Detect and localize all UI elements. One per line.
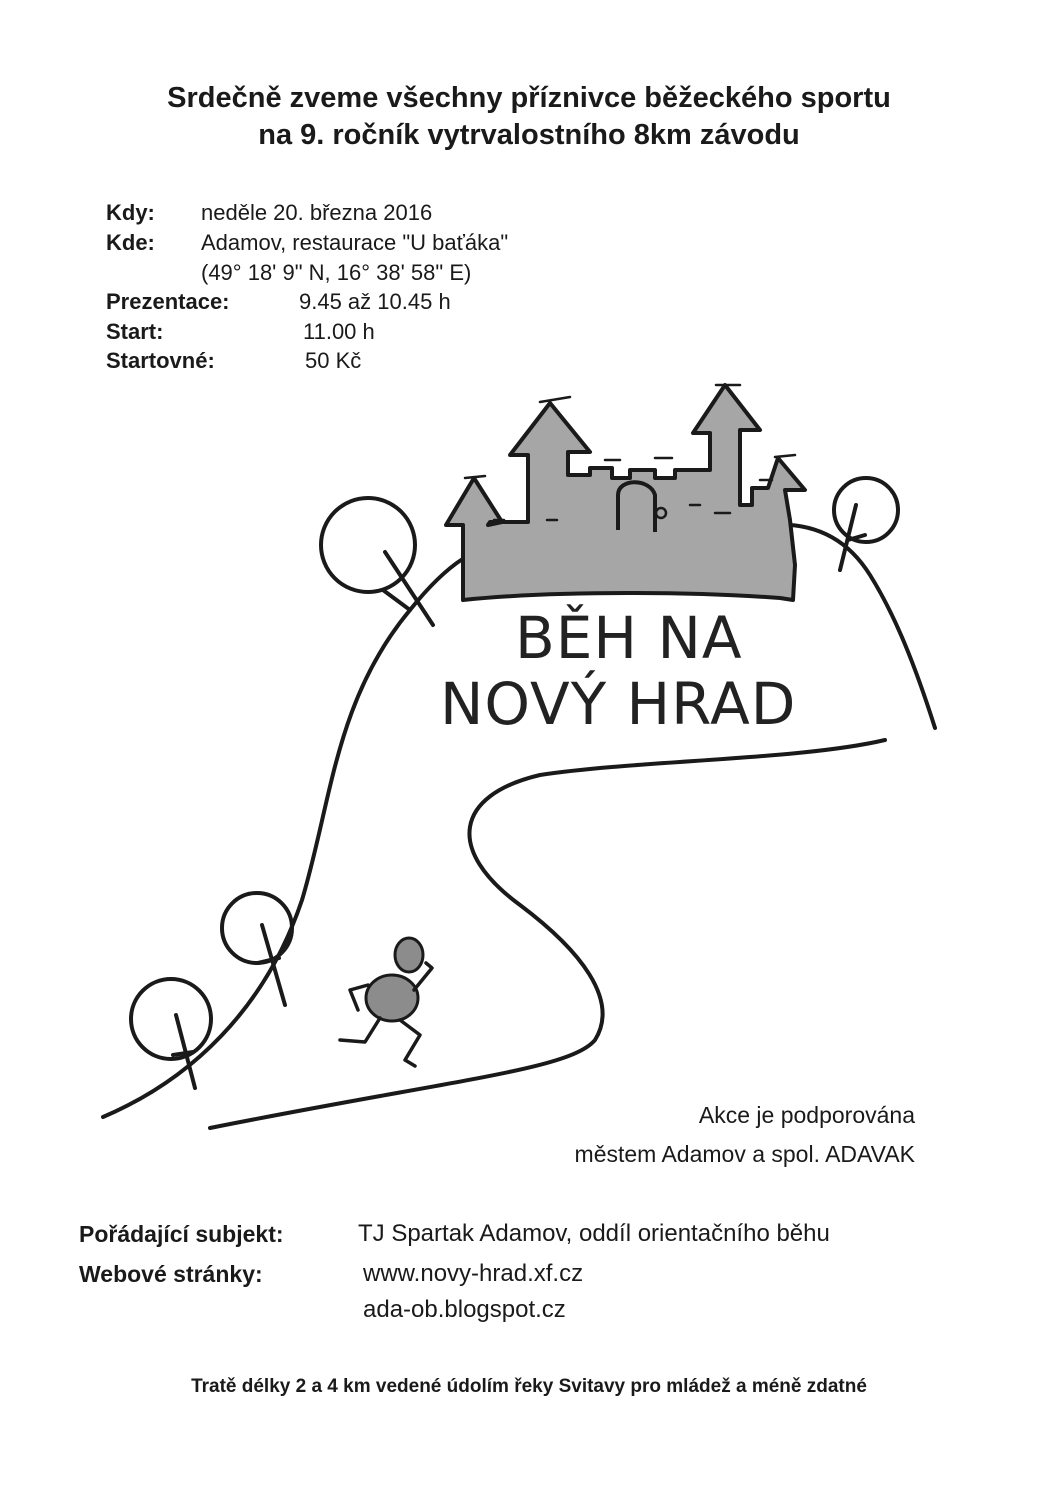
organizer-value: TJ Spartak Adamov, oddíl orientačního běhu — [358, 1220, 830, 1247]
website-link-2[interactable]: ada-ob.blogspot.cz — [363, 1296, 566, 1323]
date-label: Kdy: — [106, 200, 155, 225]
start-label: Start: — [106, 319, 164, 344]
runner-icon — [340, 938, 432, 1066]
website-link-1[interactable]: www.novy-hrad.xf.cz — [363, 1260, 584, 1287]
footer-note: Tratě délky 2 a 4 km vedené údolím řeky Svitavy pro mládež a méně zdatné — [191, 1376, 867, 1397]
entry-fee-value: 50 Kč — [305, 348, 362, 373]
event-title-line-2: NOVÝ HRAD — [440, 670, 797, 738]
organizer-label: Pořádající subjekt: — [79, 1221, 284, 1247]
entry-fee-label: Startovné: — [106, 348, 215, 373]
place-value: Adamov, restaurace "U baťáka" — [201, 230, 509, 255]
heading-line-1: Srdečně zveme všechny příznivce běžeckého sportu — [167, 82, 891, 114]
place-label: Kde: — [106, 230, 155, 255]
coordinates-value: (49° 18' 9" N, 16° 38' 58" E) — [201, 260, 472, 285]
registration-value: 9.45 až 10.45 h — [299, 289, 451, 314]
event-title-line-1: BĚH NA — [515, 604, 743, 672]
heading-line-2: na 9. ročník vytrvalostního 8km závodu — [258, 119, 800, 151]
castle-icon — [446, 385, 805, 600]
registration-label: Prezentace: — [106, 289, 230, 314]
tree-icon — [834, 478, 898, 570]
winding-trail — [210, 740, 885, 1128]
tree-icon — [321, 498, 433, 625]
tree-icon — [131, 979, 211, 1088]
websites-label: Webové stránky: — [79, 1261, 263, 1287]
start-value: 11.00 h — [303, 319, 375, 344]
support-line-1: Akce je podporována — [698, 1102, 915, 1128]
support-line-2: městem Adamov a spol. ADAVAK — [574, 1141, 915, 1167]
date-value: neděle 20. března 2016 — [201, 200, 433, 225]
